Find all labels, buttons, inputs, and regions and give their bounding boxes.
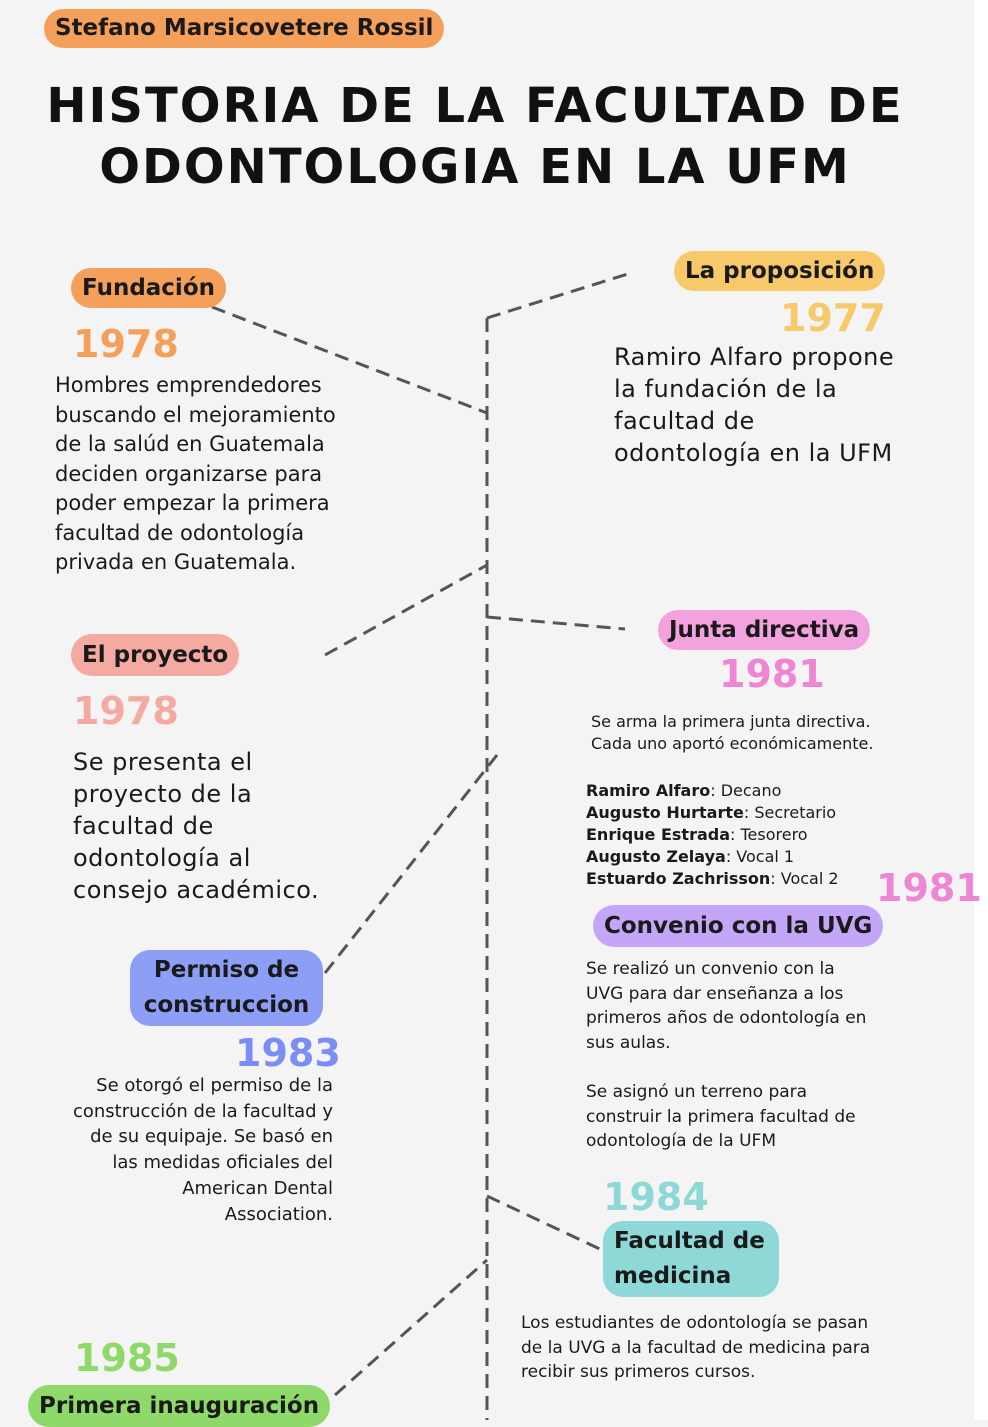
label-inauguracion xyxy=(28,1385,330,1427)
label-junta xyxy=(658,610,870,650)
text-medicina: Los estudiantes de odontología se pasan de la UVG a la facultad de medicina para recibir sus primeros cursos. xyxy=(521,1313,871,1382)
label-permiso: Permiso de construccion xyxy=(130,950,323,1026)
year-inauguracion: 1985 xyxy=(74,1336,180,1380)
label-junta-text: Junta directiva xyxy=(669,617,860,643)
author-tag xyxy=(44,9,444,48)
text-permiso: Se otorgó el permiso de la construcción de la facultad y de su equipaje. Se basó en las medidas oficiales del American Dental Association. xyxy=(72,1075,333,1225)
label-proposicion xyxy=(674,251,885,291)
label-medicina: Facultad de medicina xyxy=(603,1221,779,1297)
label-convenio-text: Convenio con la UVG xyxy=(604,913,873,939)
connector-proposicion xyxy=(487,272,634,318)
label-proposicion-text: La proposición xyxy=(685,258,875,284)
connector-medicina xyxy=(487,1196,602,1250)
text-convenio: Se realizó un convenio con la UVG para dar enseñanza a los primeros años de odontología en sus aulas. xyxy=(586,959,867,1053)
label-proyecto xyxy=(71,634,239,676)
connector-proyecto xyxy=(325,565,487,655)
junta-members: Ramiro Alfaro: Decano Augusto Hurtarte: Secretario Enrique Estrada: Tesorero Augusto Zelaya: Vocal 1 Estuardo Zachrisson: Vocal 2 xyxy=(586,781,839,888)
text-convenio-terreno: Se asignó un terreno para construir la primera facultad de odontología de la UFM xyxy=(586,1082,856,1151)
label-fundacion xyxy=(71,268,226,308)
year-proposicion: 1977 xyxy=(780,296,886,340)
connector-junta xyxy=(487,617,625,629)
year-junta: 1981 xyxy=(719,652,825,696)
label-fundacion-text: Fundación xyxy=(82,275,215,301)
label-inauguracion-text: Primera inauguración xyxy=(39,1393,320,1419)
text-proposicion: Ramiro Alfaro propone la fundación de la facultad de odontología en la UFM xyxy=(614,343,895,467)
text-junta-intro: Se arma la primera junta directiva. Cada uno aportó económicamente. xyxy=(591,712,874,753)
year-permiso: 1983 xyxy=(235,1031,341,1075)
text-proyecto: Se presenta el proyecto de la facultad de odontología al consejo académico. xyxy=(73,748,320,904)
label-proyecto-text: El proyecto xyxy=(82,642,229,668)
connector-permiso xyxy=(325,755,497,973)
year-medicina: 1984 xyxy=(603,1175,709,1219)
label-convenio xyxy=(593,905,883,947)
year-convenio: 1981 xyxy=(876,866,982,910)
page-title: HISTORIA DE LA FACULTAD DE ODONTOLOGIA EN LA UFM xyxy=(46,78,904,195)
year-proyecto: 1978 xyxy=(73,689,179,733)
year-fundacion: 1978 xyxy=(73,322,179,366)
author-name: Stefano Marsicovetere Rossil xyxy=(55,15,434,41)
text-fundacion: Hombres emprendedores buscando el mejoramiento de la salúd en Guatemala deciden organizarse para poder empezar la primera facultad de odontología privada en Guatemala. xyxy=(55,373,336,574)
connector-inauguracion xyxy=(335,1260,487,1395)
